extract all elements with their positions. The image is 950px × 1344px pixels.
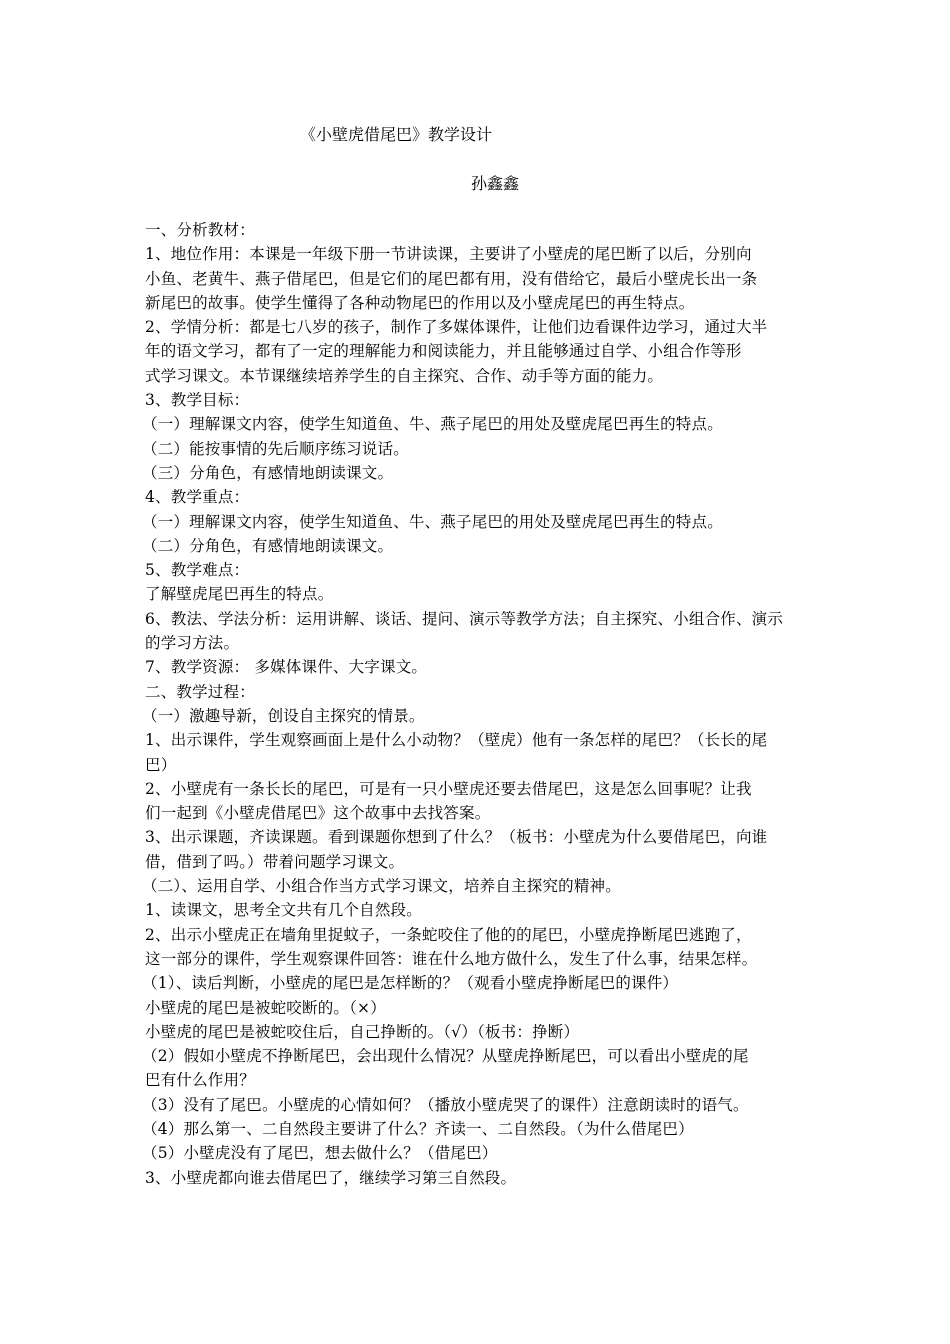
paragraph-line: 7、教学资源： 多媒体课件、大字课文。 xyxy=(145,658,428,677)
list-item: （二）能按事情的先后顺序练习说话。 xyxy=(142,439,409,458)
paragraph-line: 这一部分的课件，学生观察课件回答：谁在什么地方做什么，发生了什么事，结果怎样。 xyxy=(145,949,758,968)
paragraph-line: 们一起到《小壁虎借尾巴》这个故事中去找答案。 xyxy=(145,804,491,823)
list-item: （5）小壁虎没有了尾巴，想去做什么？（借尾巴） xyxy=(142,1144,498,1163)
section-heading-analysis: 一、分析教材： xyxy=(145,221,255,239)
list-item: （一）理解课文内容，使学生知道鱼、牛、燕子尾巴的用处及壁虎尾巴再生的特点。 xyxy=(142,415,723,434)
list-item: （4）那么第一、二自然段主要讲了什么？齐读一、二自然段。（为什么借尾巴） xyxy=(142,1119,694,1138)
list-item: （1）、读后判断，小壁虎的尾巴是怎样断的？（观看小壁虎挣断尾巴的课件） xyxy=(142,974,679,993)
list-item: （2）假如小壁虎不挣断尾巴，会出现什么情况？从壁虎挣断尾巴，可以看出小壁虎的尾 xyxy=(142,1047,749,1066)
paragraph-line: 式学习课文。本节课继续培养学生的自主探究、合作、动手等方面的能力。 xyxy=(145,366,664,385)
paragraph-line: 小鱼、老黄牛、燕子借尾巴，但是它们的尾巴都有用，没有借给它，最后小壁虎长出一条 xyxy=(145,269,758,288)
paragraph-line: 1、读课文，思考全文共有几个自然段。 xyxy=(145,901,422,920)
list-item: （三）分角色，有感情地朗读课文。 xyxy=(142,463,394,482)
paragraph-line: 2、学情分析：都是七八岁的孩子，制作了多媒体课件，让他们边看课件边学习，通过大半 xyxy=(145,318,768,337)
paragraph-line: 小壁虎的尾巴是被蛇咬住后，自己挣断的。（√）（板书：挣断） xyxy=(145,1022,580,1041)
list-item: （二）分角色，有感情地朗读课文。 xyxy=(142,536,394,555)
paragraph-line: 巴有什么作用？ xyxy=(145,1071,255,1090)
section-heading-process: 二、教学过程： xyxy=(145,682,255,701)
subheading-key-points: 4、教学重点： xyxy=(145,488,250,507)
subheading-goals: 3、教学目标： xyxy=(145,391,250,410)
subheading-part-two: （二）、运用自学、小组合作当方式学习课文，培养自主探究的精神。 xyxy=(142,877,621,896)
paragraph-line: 的学习方法。 xyxy=(145,634,240,653)
paragraph-line: 2、出示小壁虎正在墙角里捉蚊子，一条蛇咬住了他的的尾巴，小壁虎挣断尾巴逃跑了， xyxy=(145,925,752,944)
paragraph-line: 3、出示课题，齐读课题。看到课题你想到了什么？（板书：小壁虎为什么要借尾巴，向谁 xyxy=(145,828,768,847)
paragraph-line: 1、出示课件，学生观察画面上是什么小动物？（壁虎）他有一条怎样的尾巴？（长长的尾 xyxy=(145,731,768,750)
subheading-part-one: （一）激趣导新，创设自主探究的情景。 xyxy=(142,706,425,725)
paragraph-line: 借，借到了吗。）带着问题学习课文。 xyxy=(145,852,405,871)
paragraph-line: 新尾巴的故事。使学生懂得了各种动物尾巴的作用以及小壁虎尾巴的再生特点。 xyxy=(145,293,695,312)
subheading-difficulty: 5、教学难点： xyxy=(145,561,250,580)
paragraph-line: 6、教法、学法分析：运用讲解、谈话、提问、演示等教学方法；自主探究、小组合作、演示 xyxy=(145,609,784,628)
list-item: （一）理解课文内容，使学生知道鱼、牛、燕子尾巴的用处及壁虎尾巴再生的特点。 xyxy=(142,512,723,531)
paragraph-line: 小壁虎的尾巴是被蛇咬断的。（×） xyxy=(145,998,386,1017)
list-item: （3）没有了尾巴。小壁虎的心情如何？（播放小壁虎哭了的课件）注意朗读时的语气。 xyxy=(142,1095,749,1114)
document-title: 《小壁虎借尾巴》教学设计 xyxy=(300,125,493,144)
paragraph-line: 年的语文学习，都有了一定的理解能力和阅读能力，并且能够通过自学、小组合作等形 xyxy=(145,342,742,361)
document-body xyxy=(142,218,805,1190)
paragraph-line: 2、小壁虎有一条长长的尾巴，可是有一只小壁虎还要去借尾巴，这是怎么回事呢？让我 xyxy=(145,779,752,798)
paragraph-line: 1、地位作用：本课是一年级下册一节讲读课，主要讲了小壁虎的尾巴断了以后，分别向 xyxy=(145,245,752,264)
paragraph-line: 3、小壁虎都向谁去借尾巴了，继续学习第三自然段。 xyxy=(145,1168,517,1187)
document-author: 孙鑫鑫 xyxy=(471,174,520,193)
paragraph-line: 巴） xyxy=(145,755,177,774)
paragraph-line: 了解壁虎尾巴再生的特点。 xyxy=(145,585,334,604)
